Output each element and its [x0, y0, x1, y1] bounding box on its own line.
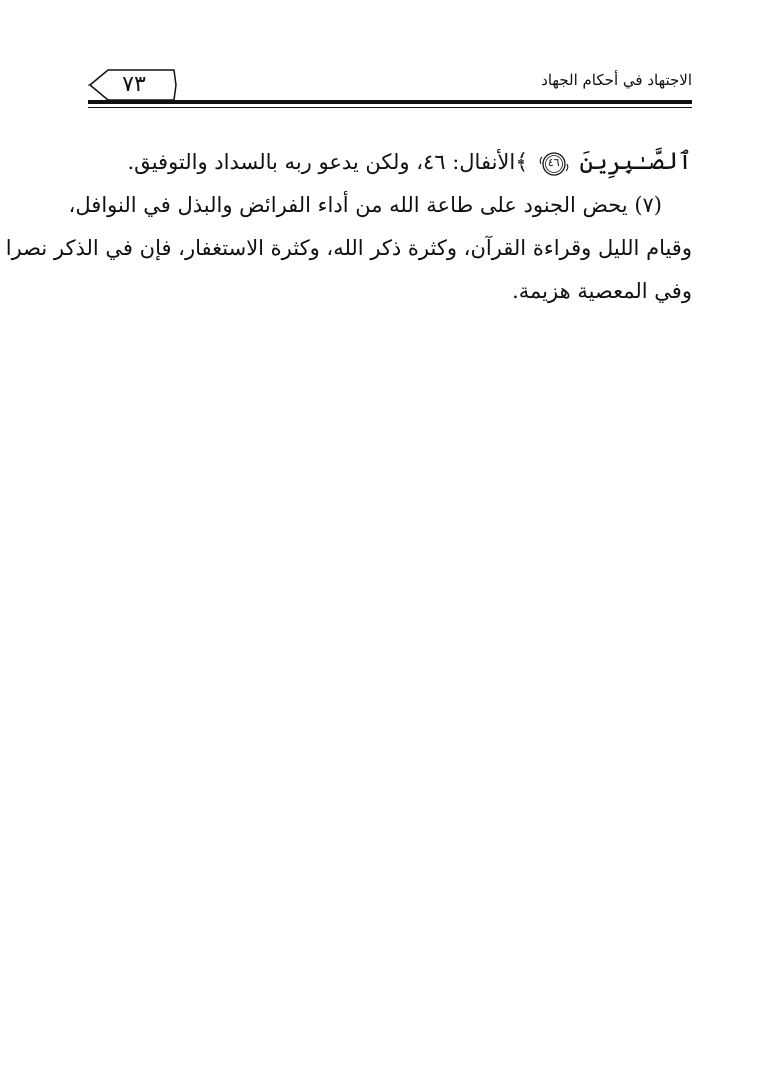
quran-close-bracket: ﴾ — [515, 150, 529, 175]
line1-rest: الأنفال: ٤٦، ولكن يدعو ربه بالسداد والتوفيق. — [127, 150, 516, 174]
page-header — [88, 62, 692, 118]
verse-number: ٤٦ — [547, 155, 560, 169]
verse-marker — [539, 151, 569, 177]
paragraph7-line-2: وقيام الليل وقراءة القرآن، وكثرة ذكر الله، وكثرة الاستغفار، فإن في الذكر نصرا — [5, 236, 692, 260]
header-rule-thick — [88, 100, 692, 104]
paragraph7-line1-text: (٧) يحض الجنود على طاعة الله من أداء الفرائض والبذل في النوافل، — [68, 193, 662, 217]
body-line-1 — [88, 140, 692, 184]
header-rule-thin — [88, 107, 692, 108]
quran-word: ٱلصَّـٰبِرِينَ — [579, 147, 692, 175]
body-text — [5, 140, 692, 313]
paragraph7-line-3: وفي المعصية هزيمة. — [512, 279, 692, 303]
page-number: ٧٣ — [122, 72, 146, 97]
page-number-badge — [88, 68, 180, 102]
running-title: الاجتهاد في أحكام الجهاد — [541, 71, 692, 89]
paragraph7-line-1 — [68, 184, 692, 227]
